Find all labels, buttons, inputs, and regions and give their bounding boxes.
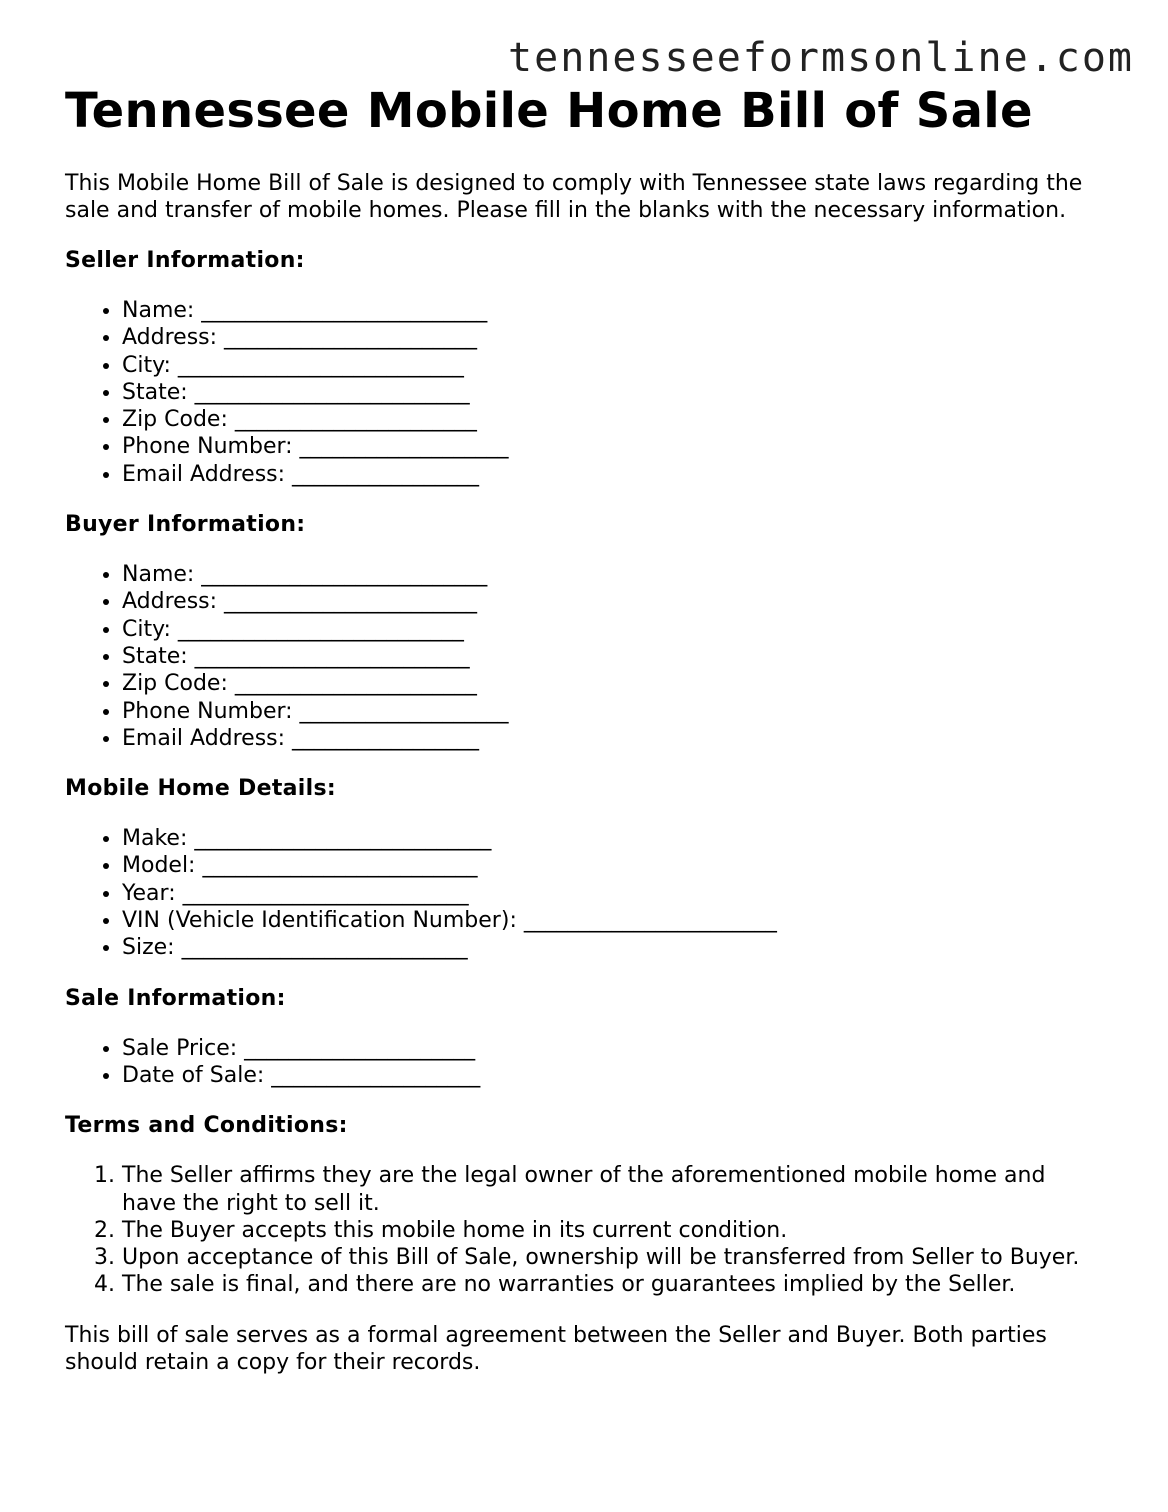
seller-zip-field: • Zip Code: ______________________	[122, 406, 1105, 433]
site-watermark: tennesseeformsonline.com	[508, 35, 1134, 81]
buyer-address-field: • Address: _______________________	[122, 588, 1105, 615]
term-item: 2. The Buyer accepts this mobile home in its current condition.	[122, 1217, 1105, 1244]
buyer-name-field: • Name: __________________________	[122, 561, 1105, 588]
buyer-section-heading: Buyer Information:	[65, 512, 306, 538]
terms-list	[65, 1162, 1105, 1298]
page-title: Tennessee Mobile Home Bill of Sale	[65, 83, 1033, 139]
sale-section-heading: Sale Information:	[65, 985, 286, 1011]
sale-price-field: • Sale Price: _____________________	[122, 1035, 1105, 1062]
seller-city-field: • City: __________________________	[122, 352, 1105, 379]
term-item: 3. Upon acceptance of this Bill of Sale, ownership will be transferred from Seller to Buyer.	[122, 1244, 1105, 1271]
sale-fields-list	[65, 1035, 1105, 1090]
buyer-city-field: • City: __________________________	[122, 616, 1105, 643]
sale-date-field: • Date of Sale: ___________________	[122, 1062, 1105, 1089]
document-body	[65, 84, 1105, 1376]
size-field: • Size: __________________________	[122, 934, 1105, 961]
mobile-home-fields-list	[65, 825, 1105, 961]
vin-field: • VIN (Vehicle Identification Number): _______________________	[122, 907, 1105, 934]
year-field: • Year: __________________________	[122, 880, 1105, 907]
seller-section-heading: Seller Information:	[65, 248, 305, 273]
model-field: • Model: _________________________	[122, 852, 1105, 879]
make-field: • Make: ___________________________	[122, 825, 1105, 852]
mobile-home-section-heading: Mobile Home Details:	[65, 776, 336, 802]
seller-email-field: • Email Address: _________________	[122, 461, 1105, 488]
buyer-phone-field: • Phone Number: ___________________	[122, 698, 1105, 725]
seller-name-field: • Name: __________________________	[122, 297, 1105, 324]
seller-address-field: • Address: _______________________	[122, 324, 1105, 351]
terms-section-heading: Terms and Conditions:	[65, 1113, 348, 1139]
seller-phone-field: • Phone Number: ___________________	[122, 433, 1105, 460]
buyer-state-field: • State: _________________________	[122, 643, 1105, 670]
buyer-zip-field: • Zip Code: ______________________	[122, 670, 1105, 697]
buyer-fields-list	[65, 561, 1105, 752]
intro-paragraph: This Mobile Home Bill of Sale is designed to comply with Tennessee state laws regarding the sale and transfer of mobile homes. Please fill in the blanks with the necessary information.	[65, 171, 1083, 223]
closing-paragraph: This bill of sale serves as a formal agreement between the Seller and Buyer. Both parties should retain a copy for their records.	[65, 1322, 1047, 1375]
buyer-email-field: • Email Address: _________________	[122, 725, 1105, 752]
seller-fields-list	[65, 297, 1105, 488]
term-item: 4. The sale is final, and there are no warranties or guarantees implied by the Seller.	[122, 1271, 1105, 1298]
term-item: 1. The Seller affirms they are the legal owner of the aforementioned mobile home and have the right to sell it.	[122, 1162, 1105, 1217]
seller-state-field: • State: _________________________	[122, 379, 1105, 406]
